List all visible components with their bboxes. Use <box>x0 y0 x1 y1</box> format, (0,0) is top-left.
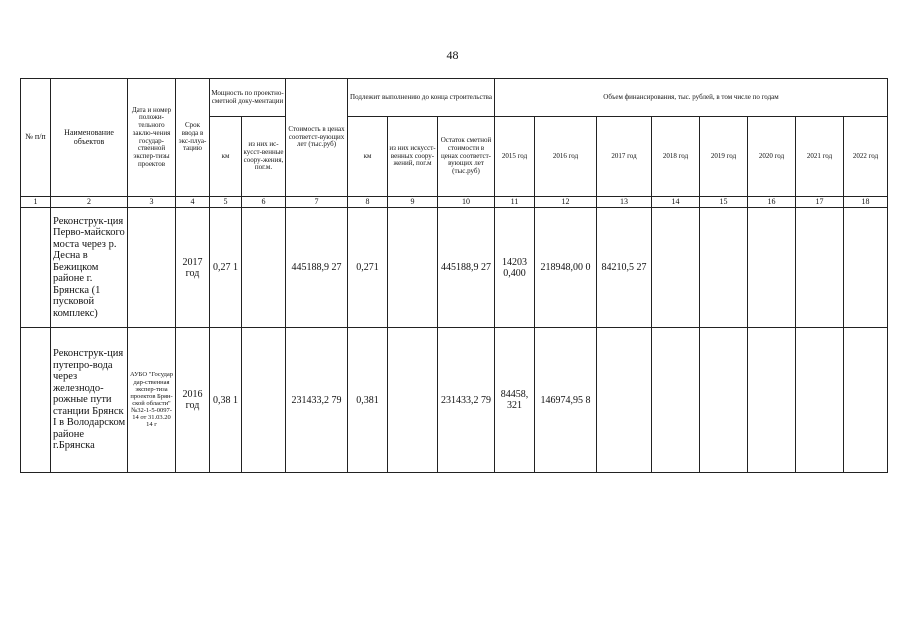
cell-2018 <box>652 208 700 328</box>
column-number: 11 <box>495 197 535 208</box>
column-number: 12 <box>535 197 597 208</box>
cell-rem-cost: 231433,2 79 <box>438 328 495 473</box>
cell-2016: 218948,00 0 <box>535 208 597 328</box>
column-number: 18 <box>844 197 888 208</box>
cell-term: 2017 год <box>176 208 210 328</box>
cell-cost: 445188,9 27 <box>286 208 348 328</box>
header-year-2019: 2019 год <box>700 117 748 197</box>
column-number: 10 <box>438 197 495 208</box>
column-number: 15 <box>700 197 748 208</box>
header-remaining-km: км <box>348 117 388 197</box>
header-year-2016: 2016 год <box>535 117 597 197</box>
column-number: 3 <box>128 197 176 208</box>
cell-2022 <box>844 208 888 328</box>
column-number: 4 <box>176 197 210 208</box>
table-row <box>21 328 888 473</box>
cell-2016: 146974,95 8 <box>535 328 597 473</box>
header-financing-group: Объем финансирования, тыс. рублей, в том числе по годам <box>495 79 888 117</box>
column-number: 7 <box>286 197 348 208</box>
cell-term: 2016 год <box>176 328 210 473</box>
header-year-2017: 2017 год <box>597 117 652 197</box>
column-number: 2 <box>51 197 128 208</box>
cell-km: 0,27 1 <box>210 208 242 328</box>
cell-rem-art <box>388 208 438 328</box>
header-name: Наименование объектов <box>51 79 128 197</box>
cell-name: Реконструк-ция путепро-вода через железнодо-рожные пути станции Брянск I в Володарском районе г.Брянска <box>51 328 128 473</box>
cell-2015: 84458, 321 <box>495 328 535 473</box>
header-remaining-group: Подлежит выполнению до конца строительства <box>348 79 495 117</box>
column-number: 6 <box>242 197 286 208</box>
header-capacity-group: Мощность по проектно-сметной доку-ментации <box>210 79 286 117</box>
header-year-2022: 2022 год <box>844 117 888 197</box>
cell-km: 0,38 1 <box>210 328 242 473</box>
cell-2015: 14203 0,400 <box>495 208 535 328</box>
table-row <box>21 208 888 328</box>
cell-2017 <box>597 328 652 473</box>
header-cost: Стоимость в ценах соответст-вующих лет (тыс.руб) <box>286 79 348 197</box>
financing-table <box>20 78 888 473</box>
column-number: 14 <box>652 197 700 208</box>
column-number: 17 <box>796 197 844 208</box>
header-term: Срок ввода в экс-плуа-тацию <box>176 79 210 197</box>
page-number: 48 <box>446 48 459 62</box>
cell-rem-km: 0,271 <box>348 208 388 328</box>
header-expertise: Дата и номер положи-тельного заклю-чения государ-ственной экспер-тизы проектов <box>128 79 176 197</box>
cell-2020 <box>748 328 796 473</box>
cell-2017: 84210,5 27 <box>597 208 652 328</box>
column-number: 9 <box>388 197 438 208</box>
cell-art <box>242 208 286 328</box>
cell-art <box>242 328 286 473</box>
header-year-2020: 2020 год <box>748 117 796 197</box>
column-number: 5 <box>210 197 242 208</box>
cell-2021 <box>796 208 844 328</box>
cell-expertise: АУБО "Государ дар-ственная экспер-тиза проектов Брян-ской области" №32-1-5-0097-14 от 31.03.20 14 г <box>128 328 176 473</box>
cell-num <box>21 208 51 328</box>
column-number-row <box>21 197 888 208</box>
header-year-2015: 2015 год <box>495 117 535 197</box>
header-year-2021: 2021 год <box>796 117 844 197</box>
cell-name: Реконструк-ция Перво-майского моста через р. Десна в Бежицком районе г. Брянска (1 пусковой комплекс) <box>51 208 128 328</box>
column-number: 1 <box>21 197 51 208</box>
cell-rem-art <box>388 328 438 473</box>
header-year-2018: 2018 год <box>652 117 700 197</box>
header-capacity-art: из них ис-кусст-венные соору-жения, пог.м. <box>242 117 286 197</box>
column-number: 13 <box>597 197 652 208</box>
cell-cost: 231433,2 79 <box>286 328 348 473</box>
header-num: № п/п <box>21 79 51 197</box>
header-remaining-art: из них искусст-венных соору-жений, пог.м <box>388 117 438 197</box>
column-number: 8 <box>348 197 388 208</box>
cell-2019 <box>700 328 748 473</box>
cell-rem-km: 0,381 <box>348 328 388 473</box>
cell-expertise <box>128 208 176 328</box>
cell-2020 <box>748 208 796 328</box>
header-capacity-km: км <box>210 117 242 197</box>
cell-2018 <box>652 328 700 473</box>
cell-2021 <box>796 328 844 473</box>
cell-rem-cost: 445188,9 27 <box>438 208 495 328</box>
cell-2019 <box>700 208 748 328</box>
cell-num <box>21 328 51 473</box>
header-remaining-cost: Остаток сметной стоимости в ценах соответст-вующих лет (тыс.руб) <box>438 117 495 197</box>
column-number: 16 <box>748 197 796 208</box>
cell-2022 <box>844 328 888 473</box>
